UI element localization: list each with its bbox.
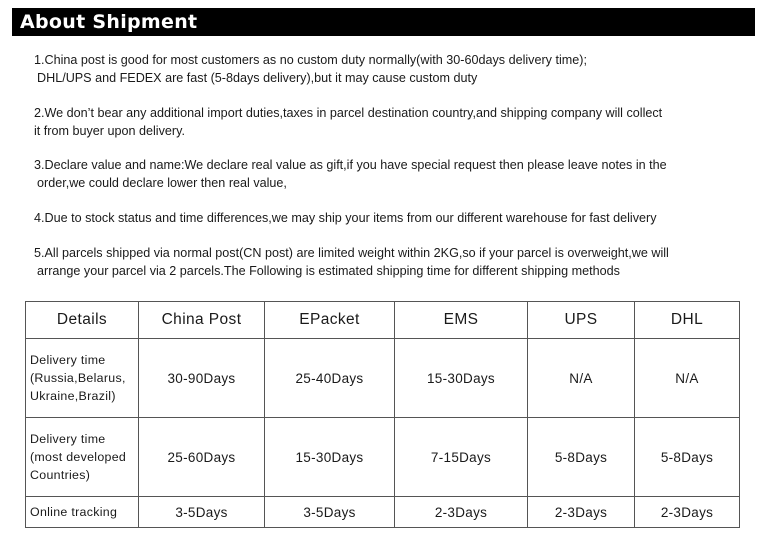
- table-row: [26, 497, 740, 528]
- cell-ups: 5-8Days: [528, 418, 635, 497]
- note-3: [34, 157, 744, 192]
- cell-ups: 2-3Days: [528, 497, 635, 528]
- note-2-line-2: it from buyer upon delivery.: [34, 123, 185, 138]
- header-china-post: China Post: [139, 302, 265, 339]
- header-epacket: EPacket: [265, 302, 395, 339]
- cell-dhl: 5-8Days: [635, 418, 740, 497]
- row-label-line: Delivery time: [30, 432, 106, 446]
- row-label: [26, 339, 139, 418]
- cell-ups: N/A: [528, 339, 635, 418]
- row-label-line: Delivery time: [30, 353, 106, 367]
- header-ups: UPS: [528, 302, 635, 339]
- note-5: [34, 245, 744, 280]
- note-1-line-1: 1.China post is good for most customers as no custom duty normally(with 30-60days delivery time);: [34, 53, 587, 67]
- row-label-line: (Russia,Belarus,: [30, 371, 126, 385]
- note-1: [34, 52, 744, 87]
- table-header-row: [26, 302, 740, 339]
- cell-china-post: 30-90Days: [139, 339, 265, 418]
- cell-epacket: 15-30Days: [265, 418, 395, 497]
- row-label: [26, 497, 139, 528]
- row-label-line: Online tracking: [30, 505, 118, 519]
- note-1-line-2: DHL/UPS and FEDEX are fast (5-8days delivery),but it may cause custom duty: [37, 70, 478, 85]
- header-dhl: DHL: [635, 302, 740, 339]
- cell-ems: 2-3Days: [395, 497, 528, 528]
- cell-china-post: 3-5Days: [139, 497, 265, 528]
- note-3-line-2: order,we could declare lower then real value,: [37, 175, 287, 190]
- cell-ems: 15-30Days: [395, 339, 528, 418]
- note-3-line-1: 3.Declare value and name:We declare real value as gift,if you have special request then please leave notes in the: [34, 158, 667, 172]
- cell-epacket: 25-40Days: [265, 339, 395, 418]
- section-header-bar: [12, 8, 755, 36]
- cell-china-post: 25-60Days: [139, 418, 265, 497]
- section-title: About Shipment: [20, 11, 198, 33]
- shipping-methods-table: [25, 301, 740, 528]
- table-row: [26, 339, 740, 418]
- row-label-line: Countries): [30, 468, 91, 482]
- row-label-line: (most developed: [30, 450, 127, 464]
- cell-ems: 7-15Days: [395, 418, 528, 497]
- cell-dhl: 2-3Days: [635, 497, 740, 528]
- note-2: [34, 105, 744, 140]
- table-row: [26, 418, 740, 497]
- header-details: Details: [26, 302, 139, 339]
- note-5-line-2: arrange your parcel via 2 parcels.The Following is estimated shipping time for different shipping methods: [37, 263, 620, 278]
- note-4-line-1: 4.Due to stock status and time differences,we may ship your items from our different warehouse for fast delivery: [34, 211, 657, 225]
- header-ems: EMS: [395, 302, 528, 339]
- row-label-line: Ukraine,Brazil): [30, 389, 116, 403]
- note-5-line-1: 5.All parcels shipped via normal post(CN post) are limited weight within 2KG,so if your parcel is overweight,we will: [34, 246, 669, 260]
- note-4: [34, 210, 744, 228]
- cell-dhl: N/A: [635, 339, 740, 418]
- row-label: [26, 418, 139, 497]
- note-2-line-1: 2.We don’t bear any additional import duties,taxes in parcel destination country,and shipping company will collect: [34, 106, 663, 120]
- cell-epacket: 3-5Days: [265, 497, 395, 528]
